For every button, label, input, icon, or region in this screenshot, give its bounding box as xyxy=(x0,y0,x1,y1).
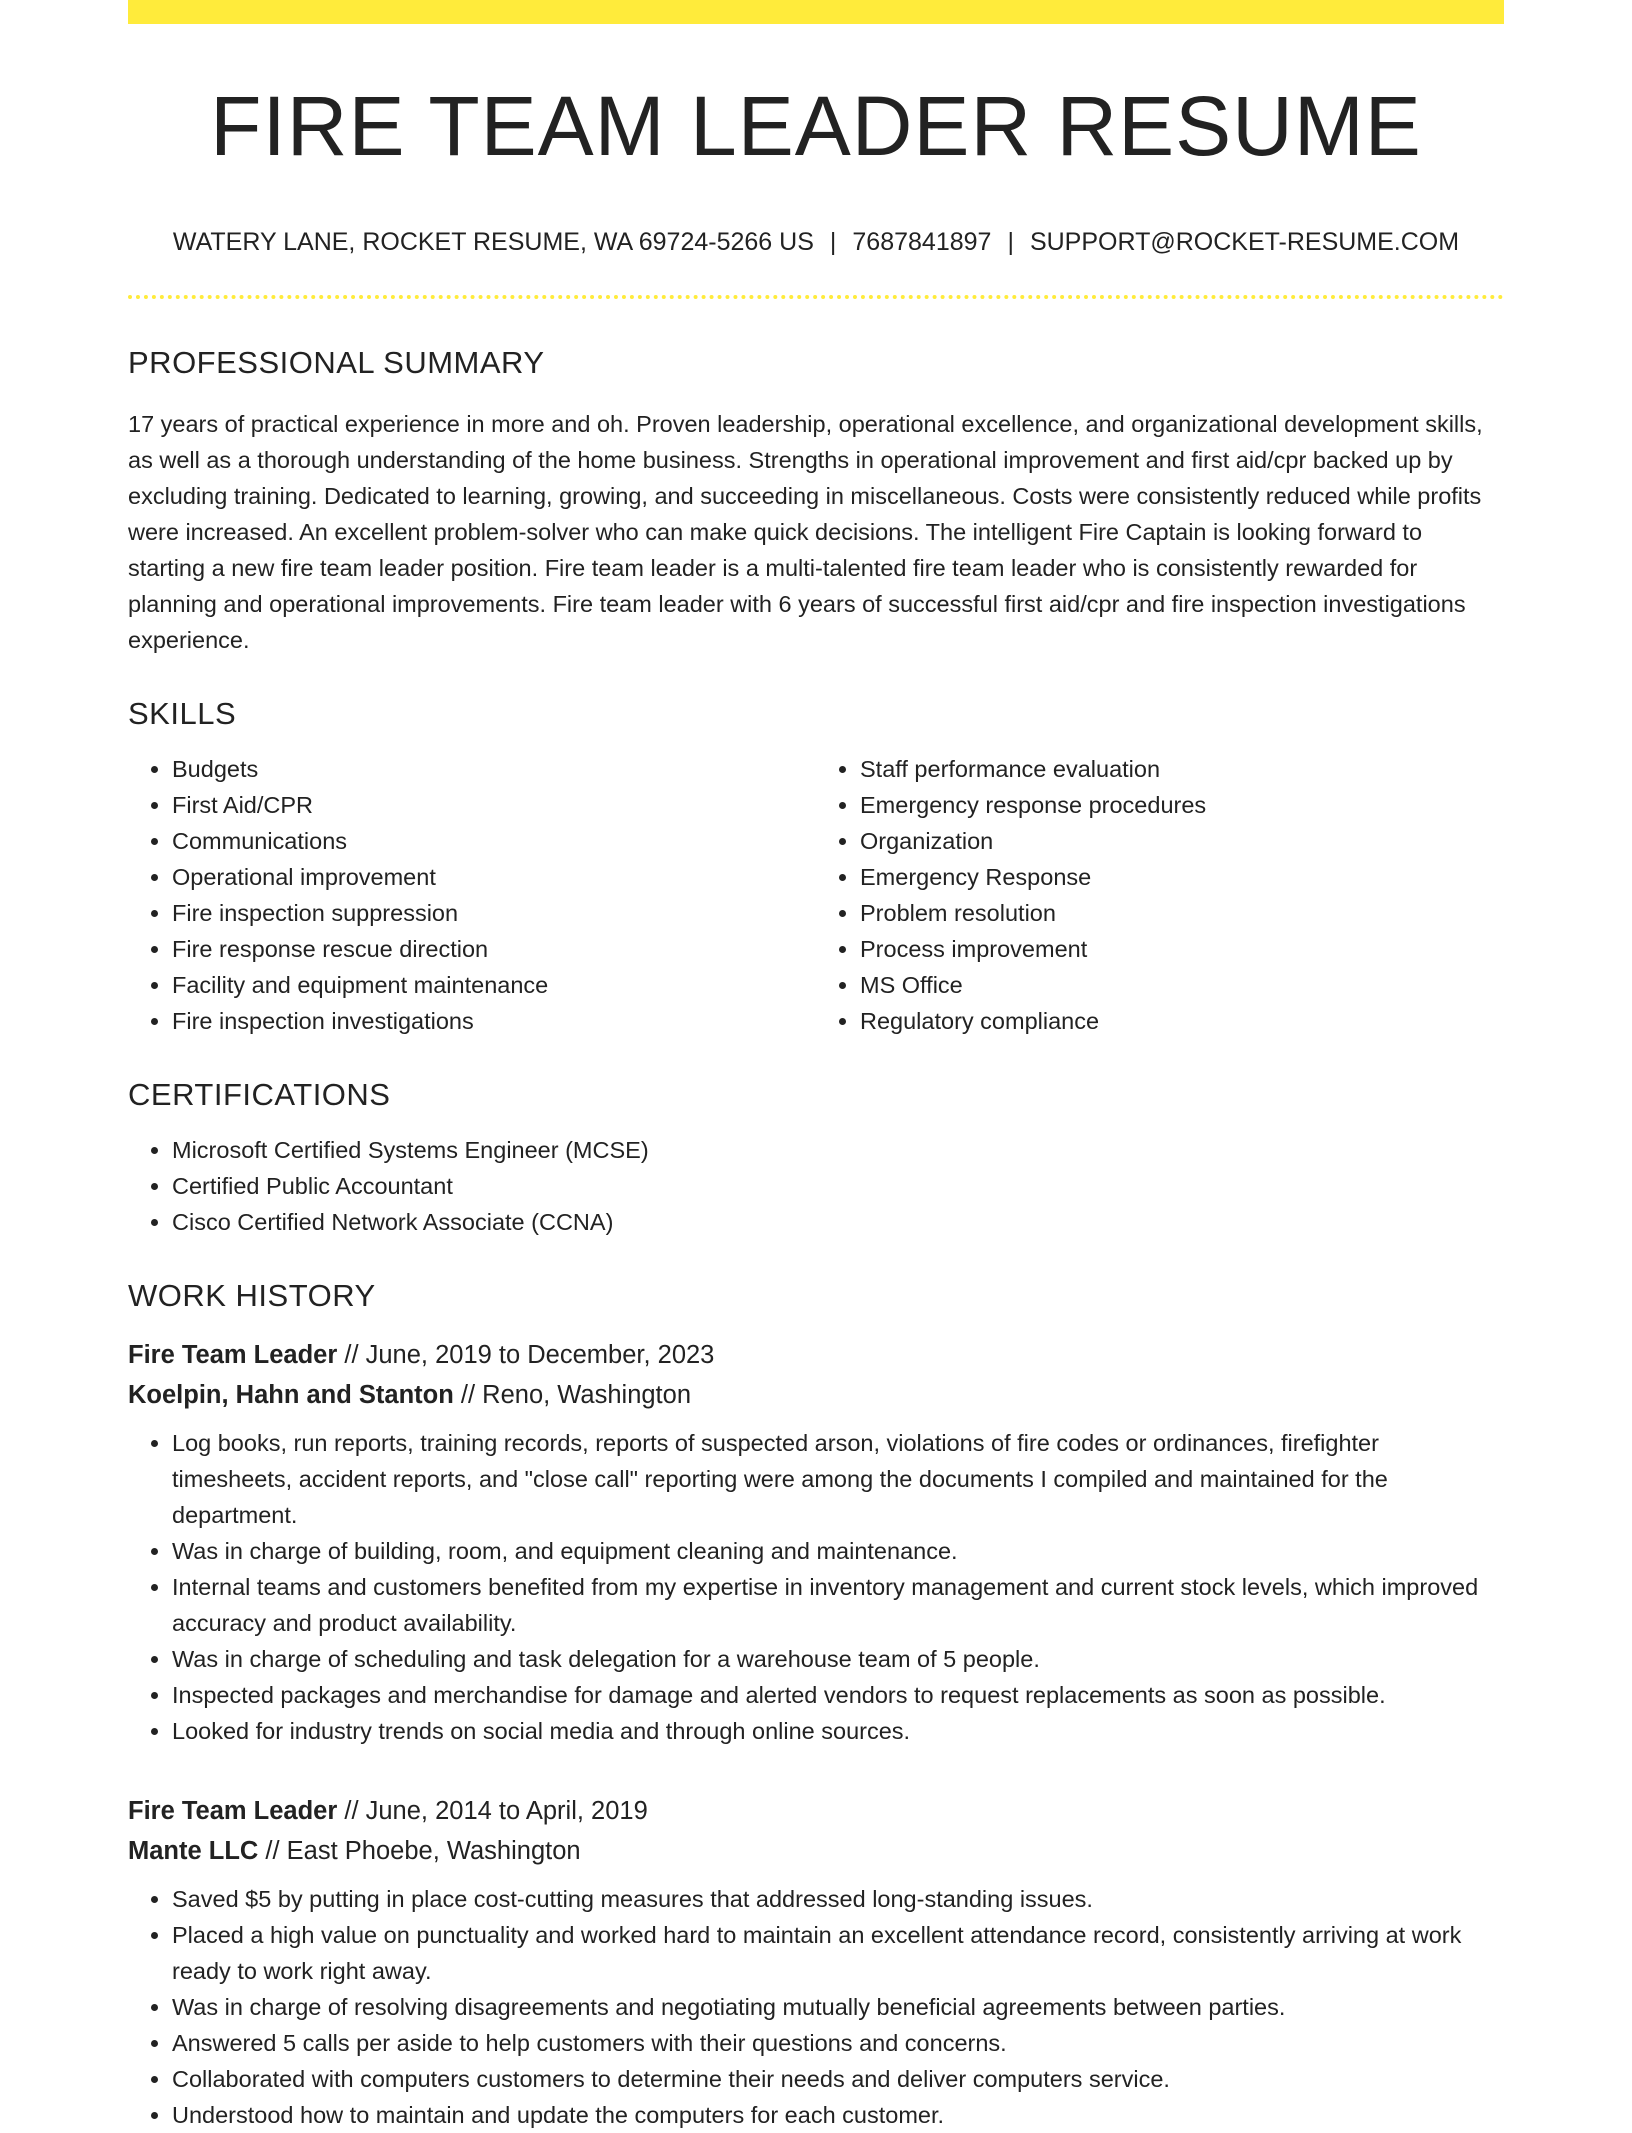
skill-item: • Facility and equipment maintenance xyxy=(172,967,816,1003)
resume-content xyxy=(128,0,1504,2133)
skill-item: • Process improvement xyxy=(860,931,1504,967)
skill-item: • Fire response rescue direction xyxy=(172,931,816,967)
certification-item: • Microsoft Certified Systems Engineer (MCSE) xyxy=(172,1132,1504,1168)
job-company: Mante LLC xyxy=(128,1837,259,1865)
job-company-line xyxy=(128,1831,1504,1871)
job-bullet: • Log books, run reports, training records, reports of suspected arson, violations of fire codes or ordinances, firefighter timesheets, accident reports, and "close call" reporting were among the documents I compiled and maintained for the department. xyxy=(172,1425,1504,1533)
job-bullet: • Was in charge of scheduling and task delegation for a warehouse team of 5 people. xyxy=(172,1641,1504,1677)
job-bullet: • Answered 5 calls per aside to help customers with their questions and concerns. xyxy=(172,2025,1504,2061)
skill-item: • First Aid/CPR xyxy=(172,787,816,823)
skill-item: • Emergency Response xyxy=(860,859,1504,895)
job-bullet: • Was in charge of building, room, and equipment cleaning and maintenance. xyxy=(172,1533,1504,1569)
skill-item: • Emergency response procedures xyxy=(860,787,1504,823)
skills-columns xyxy=(128,751,1504,1039)
skill-item: • Staff performance evaluation xyxy=(860,751,1504,787)
skill-item: • Communications xyxy=(172,823,816,859)
work-history-heading: WORK HISTORY xyxy=(128,1278,376,1313)
certification-item: • Certified Public Accountant xyxy=(172,1168,1504,1204)
job-dates: // June, 2014 to April, 2019 xyxy=(337,1797,648,1825)
certification-item: • Cisco Certified Network Associate (CCNA) xyxy=(172,1204,1504,1240)
job-role-line xyxy=(128,1791,1504,1831)
job-bullet: • Saved $5 by putting in place cost-cutting measures that addressed long-standing issues. xyxy=(172,1881,1504,1917)
contact-address: WATERY LANE, ROCKET RESUME, WA 69724-5266 US xyxy=(172,228,814,256)
skill-item: • Budgets xyxy=(172,751,816,787)
skills-list-left xyxy=(128,751,816,1039)
skill-item: • Operational improvement xyxy=(172,859,816,895)
skills-heading: SKILLS xyxy=(128,696,237,731)
top-accent-bar xyxy=(128,0,1504,24)
job-entry xyxy=(128,1791,1504,2133)
contact-email: SUPPORT@ROCKET-RESUME.COM xyxy=(1029,228,1460,256)
job-bullet: • Inspected packages and merchandise for damage and alerted vendors to request replacements as soon as possible. xyxy=(172,1677,1504,1713)
certifications-list xyxy=(128,1132,1504,1240)
job-entry xyxy=(128,1335,1504,1749)
contact-phone: 7687841897 xyxy=(852,228,992,256)
skill-item: • Fire inspection suppression xyxy=(172,895,816,931)
skill-item: • MS Office xyxy=(860,967,1504,1003)
job-bullet: • Understood how to maintain and update the computers for each customer. xyxy=(172,2097,1504,2133)
job-bullets xyxy=(128,1425,1504,1749)
job-dates: // June, 2019 to December, 2023 xyxy=(337,1341,715,1369)
job-role: Fire Team Leader xyxy=(128,1341,338,1369)
job-company: Koelpin, Hahn and Stanton xyxy=(128,1381,454,1409)
skill-item: • Problem resolution xyxy=(860,895,1504,931)
skill-item: • Regulatory compliance xyxy=(860,1003,1504,1039)
dotted-divider xyxy=(128,295,1504,299)
job-bullet: • Looked for industry trends on social media and through online sources. xyxy=(172,1713,1504,1749)
job-role: Fire Team Leader xyxy=(128,1797,338,1825)
contact-line xyxy=(128,230,1504,255)
job-location: // East Phoebe, Washington xyxy=(258,1837,581,1865)
job-bullets xyxy=(128,1881,1504,2133)
contact-separator: | xyxy=(829,228,837,256)
skill-item: • Organization xyxy=(860,823,1504,859)
job-bullet: • Collaborated with computers customers to determine their needs and deliver computers service. xyxy=(172,2061,1504,2097)
skill-item: • Fire inspection investigations xyxy=(172,1003,816,1039)
job-bullet: • Placed a high value on punctuality and worked hard to maintain an excellent attendance record, consistently arriving at work ready to work right away. xyxy=(172,1917,1504,1989)
job-role-line xyxy=(128,1335,1504,1375)
skills-list-right xyxy=(816,751,1504,1039)
summary-text: 17 years of practical experience in more and oh. Proven leadership, operational excellence, and organizational development skills, as well as a thorough understanding of the home business. Strengths in operational improvement and first aid/cpr backed up by excluding training. Dedicated to learning, growing, and succeeding in miscellaneous. Costs were consistently reduced while profits were increased. An excellent problem-solver who can make quick decisions. The intelligent Fire Captain is looking forward to starting a new fire team leader position. Fire team leader is a multi-talented fire team leader who is consistently rewarded for planning and operational improvements. Fire team leader with 6 years of successful first aid/cpr and fire inspection investigations experience. xyxy=(128,411,1483,653)
job-company-line xyxy=(128,1375,1504,1415)
summary-heading: PROFESSIONAL SUMMARY xyxy=(128,345,545,380)
job-location: // Reno, Washington xyxy=(453,1381,692,1409)
certifications-heading: CERTIFICATIONS xyxy=(128,1077,391,1112)
job-bullet: • Was in charge of resolving disagreements and negotiating mutually beneficial agreements between parties. xyxy=(172,1989,1504,2025)
contact-separator: | xyxy=(1007,228,1014,256)
resume-title: FIRE TEAM LEADER RESUME xyxy=(210,79,1422,173)
job-bullet: • Internal teams and customers benefited from my expertise in inventory management and current stock levels, which improved accuracy and product availability. xyxy=(172,1569,1504,1641)
